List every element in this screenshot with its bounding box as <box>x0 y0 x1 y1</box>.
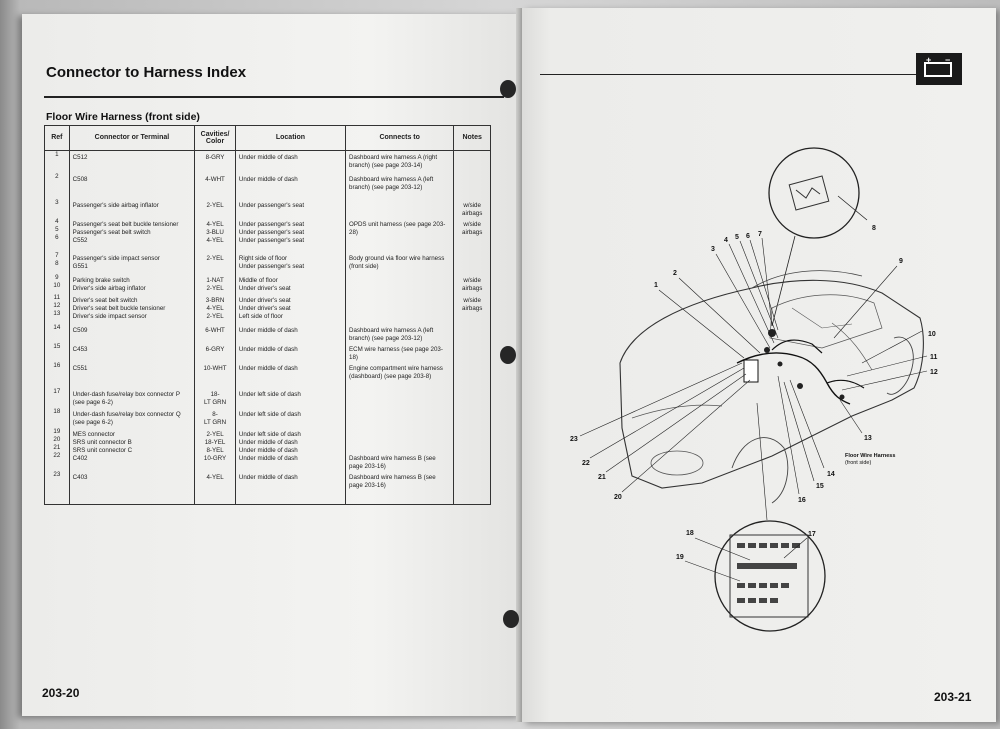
callout-22: 22 <box>582 460 590 467</box>
cell-connects-to <box>346 388 454 408</box>
table-row <box>45 274 491 294</box>
cell-notes <box>454 173 491 199</box>
cell-ref: 1 <box>45 151 70 173</box>
diagram-label: Floor Wire Harness <box>845 453 896 459</box>
header-ref: Ref <box>45 126 70 151</box>
table-row <box>45 471 491 505</box>
table-row <box>45 343 491 362</box>
cell-location: Under middle of dash <box>235 173 345 199</box>
callout-4: 4 <box>724 237 728 244</box>
cell-connector: C512 <box>69 151 195 173</box>
cell-ref: 15 <box>45 343 70 362</box>
cell-cavities: 2-YEL <box>195 252 236 274</box>
cell-connects-to: Dashboard wire harness B (see page 203-16) <box>346 428 454 471</box>
page-title: Connector to Harness Index <box>46 64 247 81</box>
callout-20: 20 <box>614 494 622 501</box>
callout-15: 15 <box>816 483 824 490</box>
cell-ref: 16 <box>45 362 70 388</box>
table-row <box>45 324 491 343</box>
cell-connector: C509 <box>69 324 195 343</box>
cell-notes: w/side airbags <box>454 294 491 324</box>
cell-connector: Parking brake switch Driver's side airbag inflator <box>69 274 195 294</box>
cell-notes <box>454 324 491 343</box>
cell-connects-to: OPDS unit harness (see page 203-28) <box>346 218 454 252</box>
cell-location: Under passenger's seat Under passenger's seat Under passenger's seat <box>235 218 345 252</box>
left-page <box>22 14 522 716</box>
cell-ref: 19 20 21 22 <box>45 428 70 471</box>
callout-8: 8 <box>872 225 876 232</box>
table-row <box>45 408 491 428</box>
callout-16: 16 <box>798 497 806 504</box>
cell-connects-to: ECM wire harness (see page 203-18) <box>346 343 454 362</box>
callout-19: 19 <box>676 554 684 561</box>
cell-ref: 11 12 13 <box>45 294 70 324</box>
cell-ref: 4 5 6 <box>45 218 70 252</box>
cell-cavities: 4-YEL <box>195 471 236 505</box>
cell-notes: w/side airbags <box>454 218 491 252</box>
callout-9: 9 <box>899 258 903 265</box>
battery-icon: + − <box>916 53 962 85</box>
cell-notes <box>454 428 491 471</box>
binder-hole <box>500 80 516 98</box>
cell-connector: Passenger's side airbag inflator <box>69 199 195 218</box>
cell-ref: 23 <box>45 471 70 505</box>
cell-connector: C551 <box>69 362 195 388</box>
cell-cavities: 10-WHT <box>195 362 236 388</box>
cell-location: Under driver's seat Under driver's seat Left side of floor <box>235 294 345 324</box>
cell-connector: C508 <box>69 173 195 199</box>
table-row <box>45 252 491 274</box>
harness-index-table <box>44 125 491 505</box>
cell-location: Under middle of dash <box>235 471 345 505</box>
harness-diagram <box>522 8 996 722</box>
callout-11: 11 <box>930 354 938 361</box>
header-location: Location <box>235 126 345 151</box>
cell-connector: MES connector SRS unit connector B SRS unit connector C C402 <box>69 428 195 471</box>
title-rule <box>44 96 504 98</box>
table-body <box>45 151 491 505</box>
table-row <box>45 151 491 173</box>
table-row <box>45 199 491 218</box>
cell-ref: 7 8 <box>45 252 70 274</box>
cell-location: Under left side of dash <box>235 408 345 428</box>
callout-12: 12 <box>930 369 938 376</box>
cell-location: Right side of floor Under passenger's seat <box>235 252 345 274</box>
cell-notes: w/side airbags <box>454 199 491 218</box>
header-connects-to: Connects to <box>346 126 454 151</box>
cell-connects-to <box>346 199 454 218</box>
cell-notes: w/side airbags <box>454 274 491 294</box>
callout-6: 6 <box>746 233 750 240</box>
section-subtitle: Floor Wire Harness (front side) <box>46 111 200 123</box>
table-header-row <box>45 126 491 151</box>
cell-cavities: 1-NAT 2-YEL <box>195 274 236 294</box>
cell-ref: 18 <box>45 408 70 428</box>
cell-ref: 17 <box>45 388 70 408</box>
cell-notes <box>454 408 491 428</box>
cell-connects-to <box>346 294 454 324</box>
cell-location: Under middle of dash <box>235 362 345 388</box>
detail-circle-top <box>769 148 859 238</box>
cell-cavities: 8- LT GRN <box>195 408 236 428</box>
callout-23: 23 <box>570 436 578 443</box>
cell-connects-to: Dashboard wire harness A (left branch) (see page 203-12) <box>346 173 454 199</box>
cell-cavities: 2-YEL 18-YEL 8-YEL 10-GRY <box>195 428 236 471</box>
table-row <box>45 428 491 471</box>
binder-hole <box>500 346 516 364</box>
header-notes: Notes <box>454 126 491 151</box>
header-cavities: Cavities/ Color <box>195 126 236 151</box>
callout-3: 3 <box>711 246 715 253</box>
cell-ref: 14 <box>45 324 70 343</box>
cell-location: Under left side of dash <box>235 388 345 408</box>
cell-location: Under middle of dash <box>235 343 345 362</box>
callout-2: 2 <box>673 270 677 277</box>
cell-ref: 2 <box>45 173 70 199</box>
page-number-right: 203-21 <box>934 690 972 704</box>
diagram-label-sub: (front side) <box>845 460 872 466</box>
cell-notes <box>454 151 491 173</box>
cell-notes <box>454 252 491 274</box>
table-row <box>45 173 491 199</box>
cell-connector: C403 <box>69 471 195 505</box>
callout-7: 7 <box>758 231 762 238</box>
cell-connects-to: Engine compartment wire harness (dashboard) (see page 203-8) <box>346 362 454 388</box>
cell-notes <box>454 471 491 505</box>
cell-cavities: 4-WHT <box>195 173 236 199</box>
cell-connects-to <box>346 408 454 428</box>
table-row <box>45 362 491 388</box>
cell-connector: Under-dash fuse/relay box connector P (see page 6-2) <box>69 388 195 408</box>
header-connector: Connector or Terminal <box>69 126 195 151</box>
cell-connects-to: Dashboard wire harness B (see page 203-16) <box>346 471 454 505</box>
cell-connects-to: Dashboard wire harness A (right branch) (see page 203-14) <box>346 151 454 173</box>
cell-cavities: 4-YEL 3-BLU 4-YEL <box>195 218 236 252</box>
table-row <box>45 388 491 408</box>
cell-location: Under middle of dash <box>235 324 345 343</box>
cell-notes <box>454 388 491 408</box>
binder-hole <box>503 610 519 628</box>
callout-18: 18 <box>686 530 694 537</box>
cell-connector: Passenger's side impact sensor G551 <box>69 252 195 274</box>
cell-connector: C453 <box>69 343 195 362</box>
cell-location: Middle of floor Under driver's seat <box>235 274 345 294</box>
table-row <box>45 218 491 252</box>
table-row <box>45 294 491 324</box>
cell-ref: 3 <box>45 199 70 218</box>
cell-connector: Under-dash fuse/relay box connector Q (see page 6-2) <box>69 408 195 428</box>
cell-connector: Passenger's seat belt buckle tensioner Passenger's seat belt switch C552 <box>69 218 195 252</box>
cell-ref: 9 10 <box>45 274 70 294</box>
cell-cavities: 8-GRY <box>195 151 236 173</box>
cell-location: Under passenger's seat <box>235 199 345 218</box>
cell-notes <box>454 343 491 362</box>
cell-location: Under left side of dash Under middle of dash Under middle of dash Under middle of dash <box>235 428 345 471</box>
cell-cavities: 2-YEL <box>195 199 236 218</box>
callout-13: 13 <box>864 435 872 442</box>
cell-connects-to: Dashboard wire harness A (left branch) (see page 203-12) <box>346 324 454 343</box>
cell-location: Under middle of dash <box>235 151 345 173</box>
callout-14: 14 <box>827 471 835 478</box>
callout-21: 21 <box>598 474 606 481</box>
callout-1: 1 <box>654 282 658 289</box>
callout-17: 17 <box>808 531 816 538</box>
cell-connects-to <box>346 274 454 294</box>
cell-cavities: 3-BRN 4-YEL 2-YEL <box>195 294 236 324</box>
cell-notes <box>454 362 491 388</box>
page-number-left: 203-20 <box>42 686 80 700</box>
right-page <box>522 8 996 722</box>
callout-10: 10 <box>928 331 936 338</box>
cell-cavities: 6-GRY <box>195 343 236 362</box>
cell-connector: Driver's seat belt switch Driver's seat belt buckle tensioner Driver's side impact sensor <box>69 294 195 324</box>
callout-5: 5 <box>735 234 739 241</box>
cell-cavities: 18- LT GRN <box>195 388 236 408</box>
cell-connects-to: Body ground via floor wire harness (front side) <box>346 252 454 274</box>
cell-cavities: 6-WHT <box>195 324 236 343</box>
